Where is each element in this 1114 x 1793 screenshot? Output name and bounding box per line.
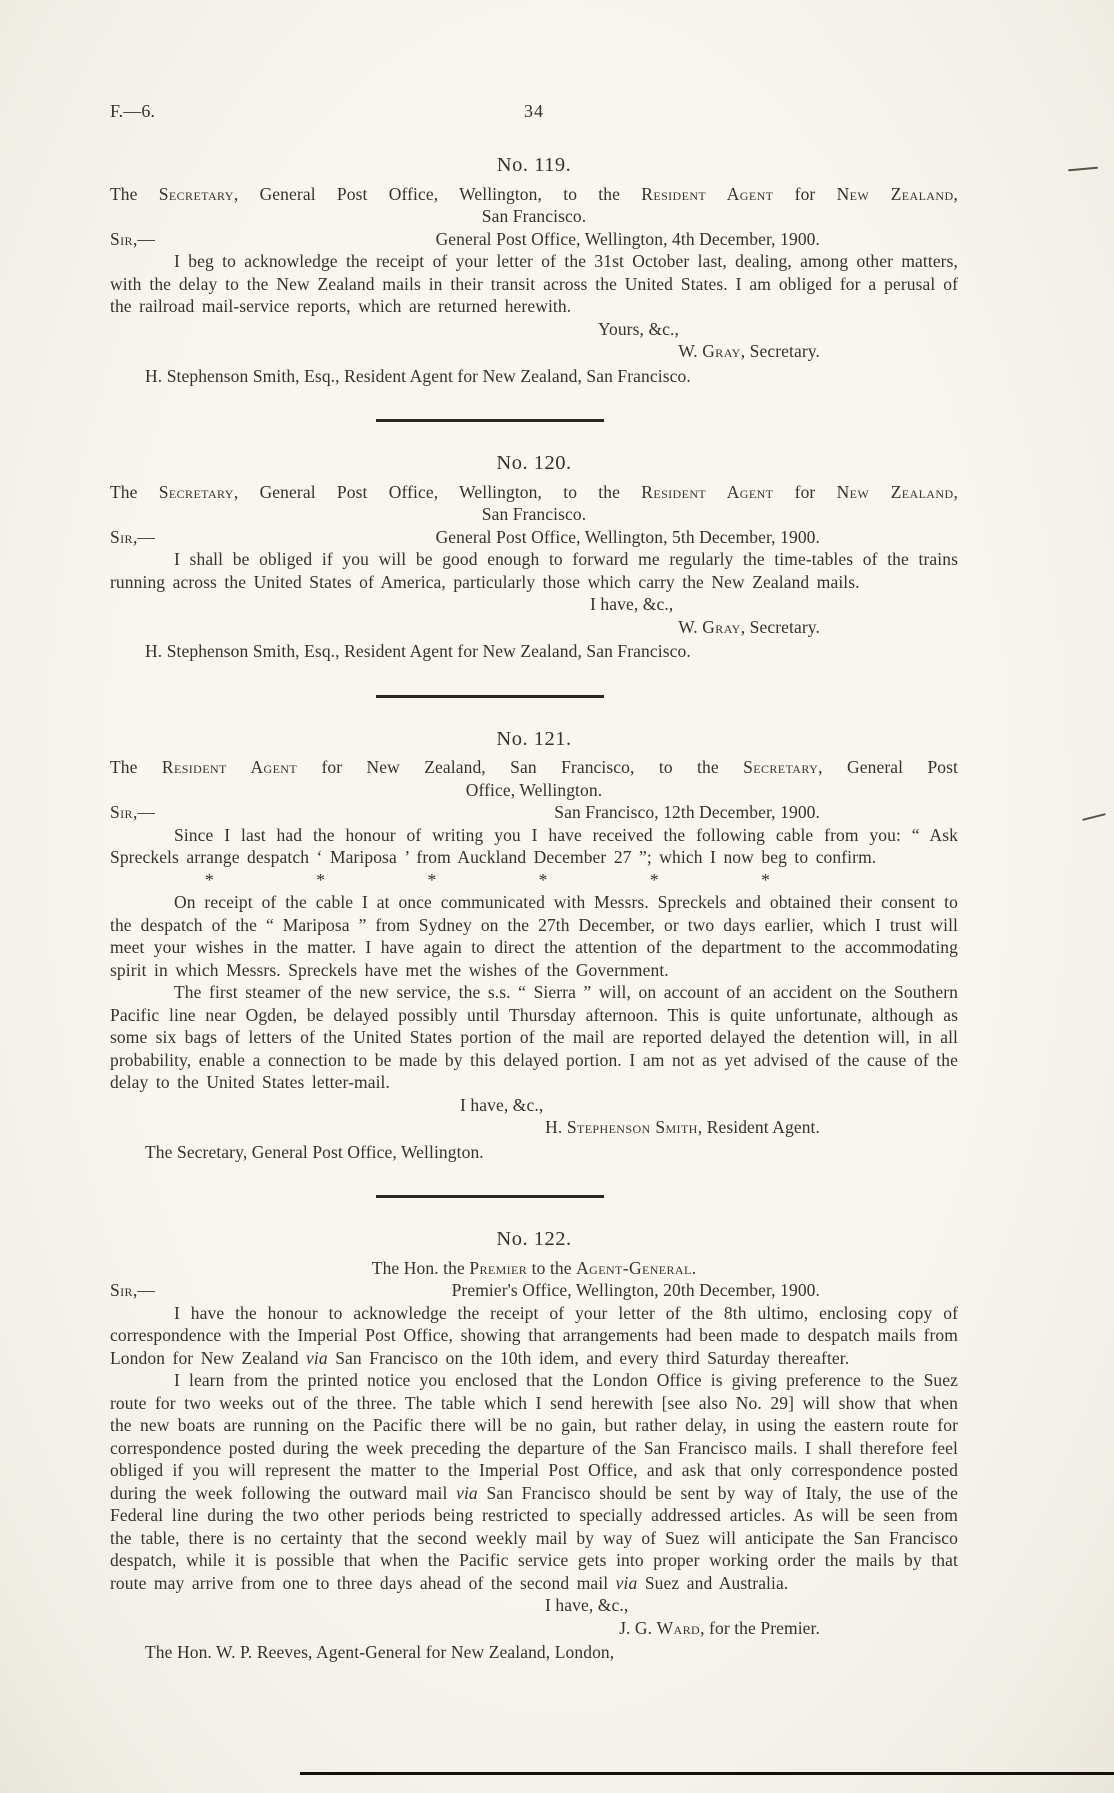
letter-119	[110, 154, 958, 387]
addressee: The Secretary, General Post Office, Wellington.	[145, 1141, 484, 1162]
dateline: General Post Office, Wellington, 4th December, 1900.	[435, 228, 820, 249]
letter-number: No. 121.	[496, 727, 572, 750]
scan-artifact-bottom-line	[300, 1772, 1114, 1775]
letter-heading-line2: Office, Wellington.	[465, 779, 603, 800]
signature: H. Stephenson Smith, Resident Agent.	[545, 1117, 820, 1137]
letter-number: No. 120.	[496, 452, 572, 474]
salutation: Sir,—	[110, 228, 156, 249]
letter-heading-line1: The Secretary, General Post Office, Wellington, to the Resident Agent for New Zealand,	[110, 183, 958, 204]
dateline: General Post Office, Wellington, 5th December, 1900.	[435, 526, 820, 547]
signature: W. Gray, Secretary.	[678, 341, 820, 361]
salutation-row	[110, 228, 958, 251]
scan-artifact-squiggle	[1082, 813, 1106, 821]
closing-line: Yours, &c.,	[598, 318, 680, 339]
letter-122	[110, 1228, 958, 1664]
section-divider	[376, 1195, 604, 1198]
letter-121	[110, 728, 958, 1164]
letter-number: No. 119.	[496, 154, 572, 176]
page-header	[110, 100, 958, 124]
scan-artifact-dash	[1068, 167, 1098, 172]
letter-heading: The Hon. the Premier to the Agent-General.	[371, 1257, 697, 1278]
letter-paragraph: I learn from the printed notice you enclosed that the London Office is giving preference to the Suez route for two weeks out of the three. The table which I send herewith [see also No. 29] will show that when the new boats are running on the Pacific there will be no gain, but rather delay, in using the eastern route for correspondence posted during the week preceding the departure of the San Francisco mails. I shall therefore feel obliged if you will represent the matter to the Imperial Post Office, and ask that only correspondence posted during the week following the outward mail via San Francisco should be sent by way of Italy, the use of the Federal line during the two other periods being restricted to specially addressed articles. As will be seen from the table, there is no certainty that the second weekly mail by way of Suez will anticipate the San Francisco despatch, while it is possible that when the Pacific service gets into proper working order the mails by that route may arrive from one to three days ahead of the second mail via Suez and Australia.	[110, 1370, 959, 1593]
asterisk: *	[649, 869, 659, 890]
letter-heading-line1: The Secretary, General Post Office, Wellington, to the Resident Agent for New Zealand,	[110, 481, 958, 502]
dateline: San Francisco, 12th December, 1900.	[554, 802, 820, 822]
doc-reference: F.—6.	[110, 101, 156, 121]
letter-paragraph: On receipt of the cable I at once communicated with Messrs. Spreckels and obtained their consent to the despatch of the “ Mariposa ” from Sydney on the 27th December, or two days earlier, which I trust will meet your wishes in the matter. I have again to direct the attention of the department to the accommodating spirit in which Messrs. Spreckels have met the wishes of the Government.	[110, 892, 958, 980]
asterisk: *	[761, 869, 770, 890]
letter-paragraph: I shall be obliged if you will be good enough to forward me regularly the time-tables of the trains running across the United States of America, particularly those which carry the New Zealand mails.	[110, 549, 958, 592]
section-divider	[376, 419, 604, 422]
signature: W. Gray, Secretary.	[678, 616, 820, 637]
letter-paragraph: I beg to acknowledge the receipt of your letter of the 31st October last, dealing, among other matters, with the delay to the New Zealand mails in their transit across the United States. I am obliged for a perusal of the railroad mail-service reports, which are returned herewith.	[110, 251, 958, 316]
asterisk: *	[538, 869, 548, 890]
section-divider	[376, 695, 604, 698]
page-number: 34	[524, 101, 544, 121]
dateline: Premier's Office, Wellington, 20th December, 1900.	[451, 1280, 820, 1300]
letter-paragraph: I have the honour to acknowledge the receipt of your letter of the 8th ultimo, enclosing copy of correspondence with the Imperial Post Office, showing that arrangements had been made to despatch mails from London for New Zealand via San Francisco on the 10th idem, and every third Saturday thereafter.	[110, 1302, 958, 1368]
salutation: Sir,—	[110, 1280, 156, 1300]
asterisk: *	[316, 869, 326, 890]
salutation-row	[110, 526, 958, 549]
letter-heading-line2: San Francisco.	[481, 504, 587, 524]
asterisk: *	[205, 869, 214, 890]
letter-120	[110, 452, 958, 663]
letter-paragraph: The first steamer of the new service, the s.s. “ Sierra ” will, on account of an accident on the Southern Pacific line near Ogden, be delayed possibly until Thursday afternoon. This is quite unfortunate, although as some six bags of letters of the United States portion of the mail are reported delayed the detention will, in all probability, enable a connection to be made by this delayed portion. I am not as yet advised of the cause of the delay to the United States letter-mail.	[110, 982, 958, 1092]
salutation: Sir,—	[110, 526, 156, 547]
signature: J. G. Ward, for the Premier.	[619, 1617, 820, 1638]
salutation-row	[110, 1279, 958, 1302]
closing-line: I have, &c.,	[460, 1094, 544, 1115]
ellipsis-asterisks	[205, 869, 770, 892]
salutation: Sir,—	[110, 802, 156, 822]
closing-line: I have, &c.,	[545, 1595, 629, 1615]
letter-heading-line1: The Resident Agent for New Zealand, San Francisco, to the Secretary, General Post	[110, 757, 959, 777]
salutation-row	[110, 801, 958, 824]
addressee: H. Stephenson Smith, Esq., Resident Agent for New Zealand, San Francisco.	[145, 365, 691, 386]
closing-line: I have, &c.,	[590, 594, 674, 614]
asterisk: *	[427, 869, 437, 890]
letter-number: No. 122.	[496, 1228, 572, 1250]
addressee: H. Stephenson Smith, Esq., Resident Agent for New Zealand, San Francisco.	[145, 641, 691, 661]
letter-paragraph: Since I last had the honour of writing you I have received the following cable from you: “ Ask Spreckels arrange despatch ‘ Mariposa ’ from Auckland December 27 ”; which I now beg to confirm.	[110, 824, 958, 867]
letter-heading-line2: San Francisco.	[481, 206, 587, 226]
addressee: The Hon. W. P. Reeves, Agent-General for New Zealand, London,	[145, 1642, 615, 1662]
